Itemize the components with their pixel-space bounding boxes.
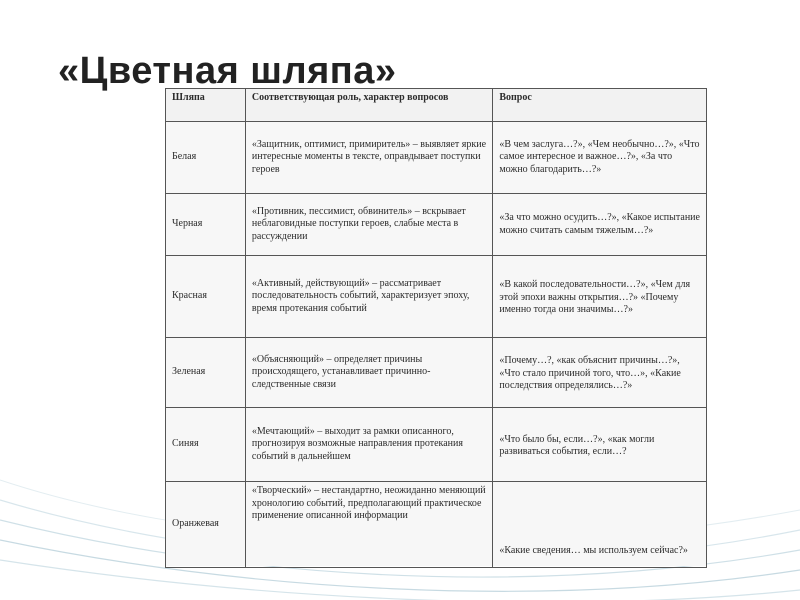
hat-cell: Синяя [166,408,246,482]
slide-title: «Цветная шляпа» [58,50,397,92]
hat-cell: Белая [166,122,246,194]
table-header-row [166,89,707,122]
question-cell: «В чем заслуга…?», «Чем необычно…?», «Что самое интересное и важное…?», «За что можно благодарить…?» [493,122,707,194]
table-row [166,194,707,256]
question-cell: «За что можно осудить…?», «Какое испытание можно считать самым тяжелым…?» [493,194,707,256]
header-role: Соответствующая роль, характер вопросов [245,89,492,122]
table-row [166,408,707,482]
table-row [166,256,707,338]
question-cell: «Какие сведения… мы используем сейчас?» [493,482,707,568]
table-row [166,338,707,408]
question-cell: «Что было бы, если…?», «как могли развиваться события, если…? [493,408,707,482]
table-row [166,482,707,568]
question-cell: «Почему…?, «как объяснит причины…?», «Что стало причиной того, что…», «Какие последствия определялись…?» [493,338,707,408]
hat-cell: Оранжевая [166,482,246,568]
role-cell: «Защитник, оптимист, примиритель» – выявляет яркие интересные моменты в тексте, оправдывает поступки героев [245,122,492,194]
role-cell: «Противник, пессимист, обвинитель» – вскрывает неблаговидные поступки героев, слабые места в рассуждении [245,194,492,256]
header-hat: Шляпа [166,89,246,122]
scanned-table-image [165,88,707,566]
hat-cell: Красная [166,256,246,338]
question-cell: «В какой последовательности…?», «Чем для этой эпохи важны открытия…?» «Почему именно тогда они значимы…?» [493,256,707,338]
hat-cell: Зеленая [166,338,246,408]
role-cell: «Мечтающий» – выходит за рамки описанного, прогнозируя возможные направления протекания событий в дальнейшем [245,408,492,482]
hats-table [165,88,707,568]
hat-cell: Черная [166,194,246,256]
role-cell: «Активный, действующий» – рассматривает последовательность событий, характеризует эпоху, время протекания событий [245,256,492,338]
role-cell: «Объясняющий» – определяет причины происходящего, устанавливает причинно-следственные связи [245,338,492,408]
table-row [166,122,707,194]
header-question: Вопрос [493,89,707,122]
role-cell: «Творческий» – нестандартно, неожиданно меняющий хронологию событий, предполагающий практическое применение описанной информации [245,482,492,568]
